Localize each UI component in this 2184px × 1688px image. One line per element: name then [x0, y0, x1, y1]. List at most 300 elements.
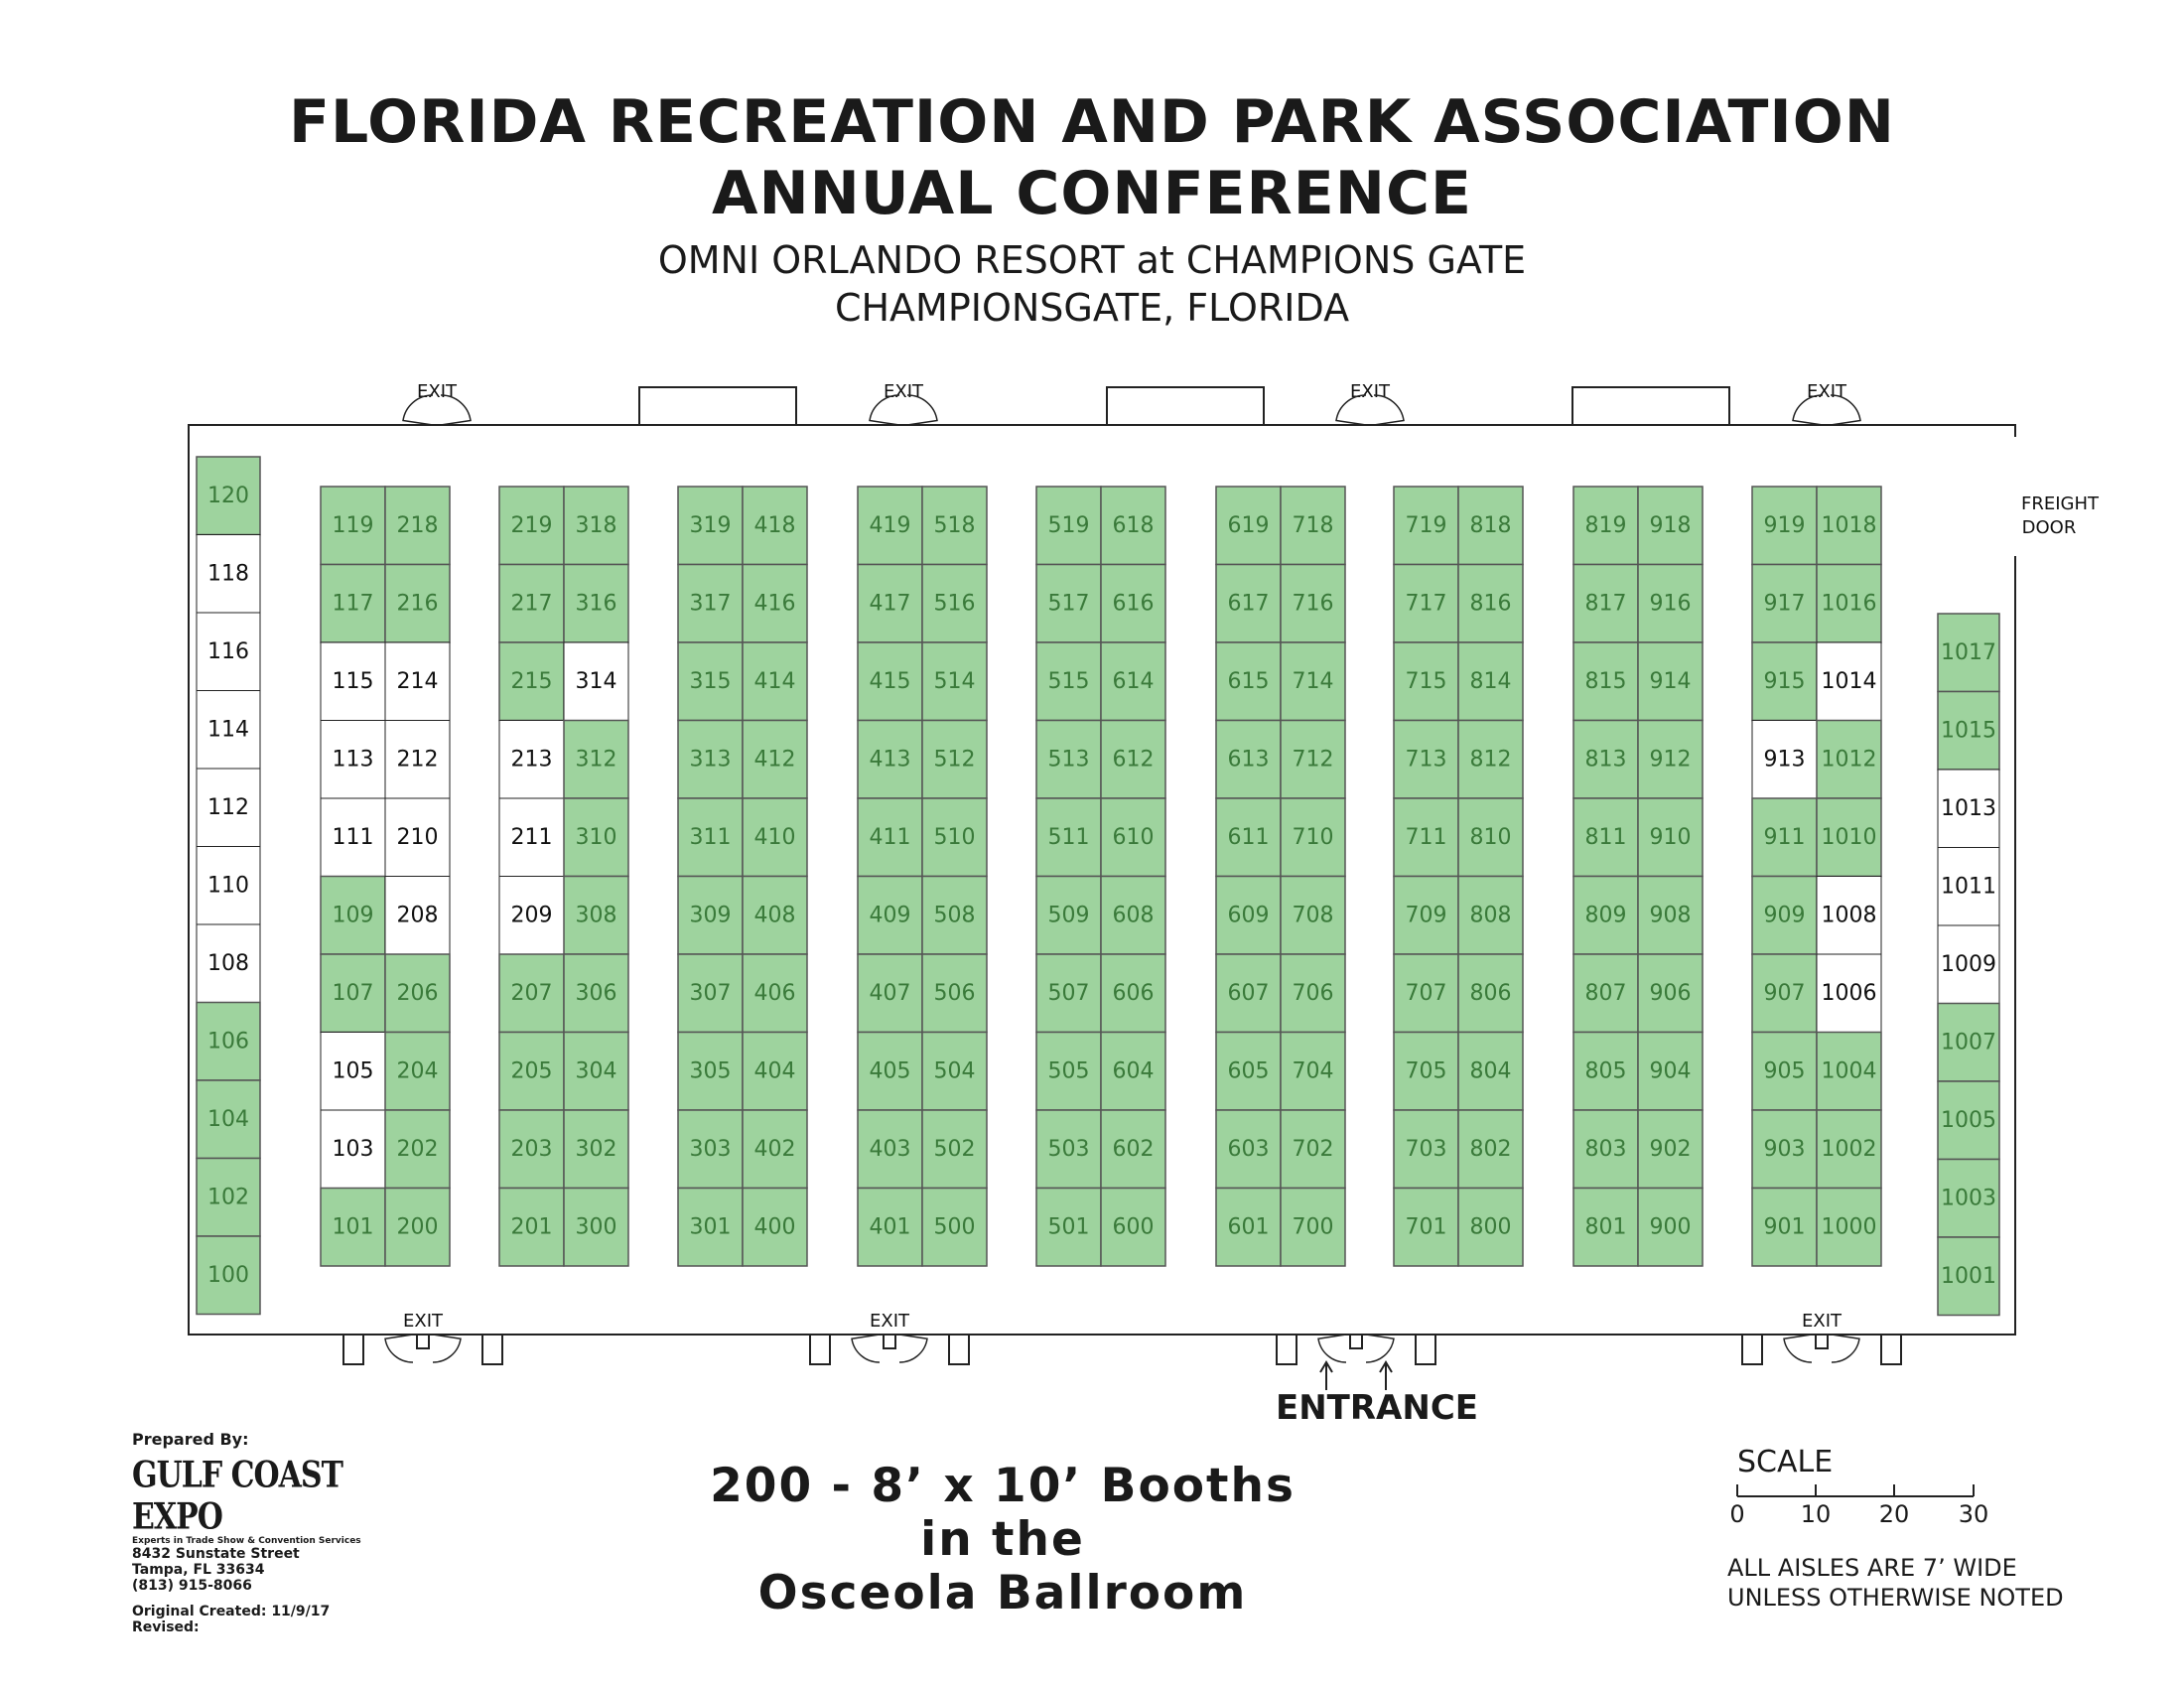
booth-311[interactable] [678, 798, 743, 877]
booth-number: 918 [1649, 512, 1692, 538]
booth-118[interactable] [197, 535, 260, 614]
booth-713[interactable] [1394, 721, 1458, 799]
booth-306[interactable] [564, 954, 628, 1033]
door-swing [385, 1335, 413, 1362]
booth-818[interactable] [1458, 487, 1523, 565]
booth-number: 211 [510, 824, 553, 850]
booth-107[interactable] [321, 954, 385, 1033]
booth-number: 703 [1405, 1136, 1447, 1162]
booth-number: 904 [1649, 1058, 1692, 1084]
booth-418[interactable] [743, 487, 807, 565]
booth-502[interactable] [922, 1110, 987, 1189]
booth-106[interactable] [197, 1003, 260, 1081]
booth-712[interactable] [1281, 721, 1345, 799]
booth-number: 401 [869, 1214, 911, 1240]
booth-706[interactable] [1281, 954, 1345, 1033]
booth-804[interactable] [1458, 1033, 1523, 1111]
booth-619[interactable] [1216, 487, 1281, 565]
booth-918[interactable] [1638, 487, 1703, 565]
booth-203[interactable] [499, 1110, 564, 1189]
booth-number: 1017 [1941, 639, 1996, 665]
booth-303[interactable] [678, 1110, 743, 1189]
booth-908[interactable] [1638, 877, 1703, 955]
booth-308[interactable] [564, 877, 628, 955]
door-jamb [1416, 1335, 1435, 1364]
booth-914[interactable] [1638, 642, 1703, 721]
booth-603[interactable] [1216, 1110, 1281, 1189]
booth-915[interactable] [1752, 642, 1817, 721]
booth-702[interactable] [1281, 1110, 1345, 1189]
booth-number: 414 [753, 668, 796, 694]
booth-number: 400 [753, 1214, 796, 1240]
booth-811[interactable] [1573, 798, 1638, 877]
scale-tick-30: 30 [1958, 1500, 1989, 1528]
booth-609[interactable] [1216, 877, 1281, 955]
booth-1000[interactable] [1817, 1189, 1881, 1267]
booth-411[interactable] [858, 798, 922, 877]
booth-215[interactable] [499, 642, 564, 721]
company-logo: GULF COAST EXPO [132, 1455, 342, 1538]
exit-top-1-label: EXIT [416, 381, 458, 402]
booth-1008[interactable] [1817, 877, 1881, 955]
booth-912[interactable] [1638, 721, 1703, 799]
booth-number: 812 [1469, 747, 1512, 773]
booth-616[interactable] [1101, 565, 1165, 643]
booth-1001[interactable] [1938, 1237, 1999, 1316]
booth-617[interactable] [1216, 565, 1281, 643]
booth-number: 514 [933, 668, 976, 694]
booth-number: 118 [207, 561, 249, 587]
booth-309[interactable] [678, 877, 743, 955]
booth-611[interactable] [1216, 798, 1281, 877]
booth-700[interactable] [1281, 1189, 1345, 1267]
booth-207[interactable] [499, 954, 564, 1033]
booth-304[interactable] [564, 1033, 628, 1111]
booth-number: 1005 [1941, 1107, 1996, 1133]
booth-319[interactable] [678, 487, 743, 565]
booth-608[interactable] [1101, 877, 1165, 955]
booth-601[interactable] [1216, 1189, 1281, 1267]
booth-809[interactable] [1573, 877, 1638, 955]
booth-216[interactable] [385, 565, 450, 643]
booth-816[interactable] [1458, 565, 1523, 643]
booth-703[interactable] [1394, 1110, 1458, 1189]
booth-number: 411 [869, 824, 911, 850]
booth-1009[interactable] [1938, 925, 1999, 1004]
booth-716[interactable] [1281, 565, 1345, 643]
booth-number: 500 [933, 1214, 976, 1240]
booth-1003[interactable] [1938, 1160, 1999, 1238]
booth-number: 701 [1405, 1214, 1447, 1240]
booth-number: 708 [1292, 903, 1334, 928]
booth-202[interactable] [385, 1110, 450, 1189]
booth-613[interactable] [1216, 721, 1281, 799]
booth-911[interactable] [1752, 798, 1817, 877]
booth-211[interactable] [499, 798, 564, 877]
booth-number: 615 [1227, 668, 1270, 694]
exit-bottom-1-label: EXIT [402, 1311, 444, 1332]
booth-number: 501 [1047, 1214, 1090, 1240]
booth-number: 715 [1405, 668, 1447, 694]
booth-1016[interactable] [1817, 565, 1881, 643]
booth-number: 300 [575, 1214, 617, 1240]
booth-719[interactable] [1394, 487, 1458, 565]
booth-316[interactable] [564, 565, 628, 643]
booth-801[interactable] [1573, 1189, 1638, 1267]
booth-909[interactable] [1752, 877, 1817, 955]
booth-number: 304 [575, 1058, 617, 1084]
booth-402[interactable] [743, 1110, 807, 1189]
booth-412[interactable] [743, 721, 807, 799]
booth-902[interactable] [1638, 1110, 1703, 1189]
booth-number: 712 [1292, 747, 1334, 773]
booth-503[interactable] [1036, 1110, 1101, 1189]
booth-513[interactable] [1036, 721, 1101, 799]
booth-114[interactable] [197, 691, 260, 770]
booth-802[interactable] [1458, 1110, 1523, 1189]
booth-210[interactable] [385, 798, 450, 877]
booth-115[interactable] [321, 642, 385, 721]
booth-1017[interactable] [1938, 614, 1999, 692]
booth-number: 613 [1227, 747, 1270, 773]
booth-318[interactable] [564, 487, 628, 565]
booth-710[interactable] [1281, 798, 1345, 877]
booth-406[interactable] [743, 954, 807, 1033]
booth-110[interactable] [197, 847, 260, 925]
booth-number: 115 [332, 668, 374, 694]
booth-504[interactable] [922, 1033, 987, 1111]
booth-number: 917 [1763, 591, 1806, 617]
booth-112[interactable] [197, 769, 260, 847]
booth-307[interactable] [678, 954, 743, 1033]
booth-number: 806 [1469, 980, 1512, 1006]
booth-number: 607 [1227, 980, 1270, 1006]
booth-414[interactable] [743, 642, 807, 721]
booth-618[interactable] [1101, 487, 1165, 565]
booth-501[interactable] [1036, 1189, 1101, 1267]
booth-number: 911 [1763, 824, 1806, 850]
booth-419[interactable] [858, 487, 922, 565]
booth-number: 1001 [1941, 1263, 1996, 1289]
booth-number: 116 [207, 638, 249, 664]
booth-607[interactable] [1216, 954, 1281, 1033]
booth-515[interactable] [1036, 642, 1101, 721]
booth-605[interactable] [1216, 1033, 1281, 1111]
prepared-by-block [132, 1430, 430, 1635]
booth-number: 804 [1469, 1058, 1512, 1084]
booth-number: 216 [396, 591, 439, 617]
booth-415[interactable] [858, 642, 922, 721]
booth-105[interactable] [321, 1033, 385, 1111]
booth-number: 301 [689, 1214, 732, 1240]
booth-number: 808 [1469, 903, 1512, 928]
booth-417[interactable] [858, 565, 922, 643]
booth-813[interactable] [1573, 721, 1638, 799]
booth-300[interactable] [564, 1189, 628, 1267]
booth-number: 907 [1763, 980, 1806, 1006]
booth-number: 210 [396, 824, 439, 850]
booth-208[interactable] [385, 877, 450, 955]
booth-number: 311 [689, 824, 732, 850]
freight-door-label-2: DOOR [2021, 517, 2077, 538]
booth-807[interactable] [1573, 954, 1638, 1033]
booth-614[interactable] [1101, 642, 1165, 721]
booth-917[interactable] [1752, 565, 1817, 643]
booth-405[interactable] [858, 1033, 922, 1111]
booth-404[interactable] [743, 1033, 807, 1111]
booth-819[interactable] [1573, 487, 1638, 565]
booth-910[interactable] [1638, 798, 1703, 877]
booth-711[interactable] [1394, 798, 1458, 877]
booth-805[interactable] [1573, 1033, 1638, 1111]
booth-number: 818 [1469, 512, 1512, 538]
booth-200[interactable] [385, 1189, 450, 1267]
booth-409[interactable] [858, 877, 922, 955]
booth-707[interactable] [1394, 954, 1458, 1033]
booth-514[interactable] [922, 642, 987, 721]
booth-number: 218 [396, 512, 439, 538]
booth-1010[interactable] [1817, 798, 1881, 877]
booth-903[interactable] [1752, 1110, 1817, 1189]
booth-109[interactable] [321, 877, 385, 955]
booth-number: 1014 [1821, 668, 1877, 694]
booth-number: 104 [207, 1106, 249, 1132]
booth-number: 409 [869, 903, 911, 928]
booth-number: 815 [1584, 668, 1627, 694]
booth-number: 1004 [1821, 1058, 1877, 1084]
booth-900[interactable] [1638, 1189, 1703, 1267]
booth-717[interactable] [1394, 565, 1458, 643]
booth-517[interactable] [1036, 565, 1101, 643]
booth-number: 303 [689, 1136, 732, 1162]
booth-301[interactable] [678, 1189, 743, 1267]
booth-516[interactable] [922, 565, 987, 643]
booth-1015[interactable] [1938, 692, 1999, 771]
booth-906[interactable] [1638, 954, 1703, 1033]
booth-number: 1016 [1821, 591, 1877, 617]
door-jamb [1742, 1335, 1762, 1364]
booth-511[interactable] [1036, 798, 1101, 877]
booth-317[interactable] [678, 565, 743, 643]
booth-number: 912 [1649, 747, 1692, 773]
booth-718[interactable] [1281, 487, 1345, 565]
wall-recess-1 [639, 387, 796, 425]
booth-506[interactable] [922, 954, 987, 1033]
scale-tick-20: 20 [1878, 1500, 1910, 1528]
booth-401[interactable] [858, 1189, 922, 1267]
booth-803[interactable] [1573, 1110, 1638, 1189]
booth-206[interactable] [385, 954, 450, 1033]
booth-1011[interactable] [1938, 848, 1999, 926]
booth-610[interactable] [1101, 798, 1165, 877]
booth-1002[interactable] [1817, 1110, 1881, 1189]
booth-number: 505 [1047, 1058, 1090, 1084]
booth-number: 906 [1649, 980, 1692, 1006]
booth-312[interactable] [564, 721, 628, 799]
created-date: Original Created: 11/9/17 [132, 1604, 331, 1619]
booth-number: 404 [753, 1058, 796, 1084]
booth-201[interactable] [499, 1189, 564, 1267]
booth-number: 801 [1584, 1214, 1627, 1240]
booth-number: 510 [933, 824, 976, 850]
booth-905[interactable] [1752, 1033, 1817, 1111]
booth-814[interactable] [1458, 642, 1523, 721]
booth-812[interactable] [1458, 721, 1523, 799]
booth-510[interactable] [922, 798, 987, 877]
booth-number: 600 [1112, 1214, 1155, 1240]
booth-507[interactable] [1036, 954, 1101, 1033]
booth-708[interactable] [1281, 877, 1345, 955]
booth-102[interactable] [197, 1159, 260, 1237]
booth-602[interactable] [1101, 1110, 1165, 1189]
scale-tick-0: 0 [1729, 1500, 1745, 1528]
booth-413[interactable] [858, 721, 922, 799]
booth-205[interactable] [499, 1033, 564, 1111]
booth-1018[interactable] [1817, 487, 1881, 565]
booth-number: 502 [933, 1136, 976, 1162]
booth-103[interactable] [321, 1110, 385, 1189]
booth-number: 902 [1649, 1136, 1692, 1162]
booth-1014[interactable] [1817, 642, 1881, 721]
booth-number: 709 [1405, 903, 1447, 928]
booth-113[interactable] [321, 721, 385, 799]
door-jamb [343, 1335, 363, 1364]
booth-709[interactable] [1394, 877, 1458, 955]
booth-904[interactable] [1638, 1033, 1703, 1111]
booth-519[interactable] [1036, 487, 1101, 565]
booth-204[interactable] [385, 1033, 450, 1111]
booth-715[interactable] [1394, 642, 1458, 721]
booth-410[interactable] [743, 798, 807, 877]
booth-604[interactable] [1101, 1033, 1165, 1111]
booth-218[interactable] [385, 487, 450, 565]
booth-number: 207 [510, 980, 553, 1006]
booth-101[interactable] [321, 1189, 385, 1267]
booth-800[interactable] [1458, 1189, 1523, 1267]
booth-number: 309 [689, 903, 732, 928]
booth-number: 1010 [1821, 824, 1877, 850]
booth-1013[interactable] [1938, 770, 1999, 848]
booth-number: 312 [575, 747, 617, 773]
booth-615[interactable] [1216, 642, 1281, 721]
booth-1006[interactable] [1817, 954, 1881, 1033]
booth-number: 407 [869, 980, 911, 1006]
booth-315[interactable] [678, 642, 743, 721]
booth-1007[interactable] [1938, 1004, 1999, 1082]
booth-212[interactable] [385, 721, 450, 799]
booth-number: 602 [1112, 1136, 1155, 1162]
booth-217[interactable] [499, 565, 564, 643]
scale-title: SCALE [1737, 1445, 1834, 1479]
booth-100[interactable] [197, 1236, 260, 1315]
booth-119[interactable] [321, 487, 385, 565]
booth-505[interactable] [1036, 1033, 1101, 1111]
booth-number: 811 [1584, 824, 1627, 850]
booth-116[interactable] [197, 613, 260, 691]
booth-1005[interactable] [1938, 1081, 1999, 1160]
booth-104[interactable] [197, 1080, 260, 1159]
booth-209[interactable] [499, 877, 564, 955]
booth-310[interactable] [564, 798, 628, 877]
title-line-2: ANNUAL CONFERENCE [712, 159, 1472, 228]
booth-number: 306 [575, 980, 617, 1006]
booth-214[interactable] [385, 642, 450, 721]
booth-810[interactable] [1458, 798, 1523, 877]
booth-213[interactable] [499, 721, 564, 799]
booth-508[interactable] [922, 877, 987, 955]
booth-number: 810 [1469, 824, 1512, 850]
door-jamb [1277, 1335, 1297, 1364]
booth-number: 111 [332, 824, 374, 850]
booth-400[interactable] [743, 1189, 807, 1267]
booth-705[interactable] [1394, 1033, 1458, 1111]
booth-403[interactable] [858, 1110, 922, 1189]
booth-919[interactable] [1752, 487, 1817, 565]
booth-305[interactable] [678, 1033, 743, 1111]
booth-817[interactable] [1573, 565, 1638, 643]
booth-407[interactable] [858, 954, 922, 1033]
booth-808[interactable] [1458, 877, 1523, 955]
booth-number: 504 [933, 1058, 976, 1084]
booth-number: 318 [575, 512, 617, 538]
booth-512[interactable] [922, 721, 987, 799]
booth-number: 413 [869, 747, 911, 773]
booth-number: 807 [1584, 980, 1627, 1006]
booth-108[interactable] [197, 924, 260, 1003]
booth-number: 201 [510, 1214, 553, 1240]
booth-500[interactable] [922, 1189, 987, 1267]
booth-number: 511 [1047, 824, 1090, 850]
booth-806[interactable] [1458, 954, 1523, 1033]
booth-416[interactable] [743, 565, 807, 643]
booth-714[interactable] [1281, 642, 1345, 721]
booth-number: 402 [753, 1136, 796, 1162]
booth-313[interactable] [678, 721, 743, 799]
booth-number: 106 [207, 1029, 249, 1055]
booth-913[interactable] [1752, 721, 1817, 799]
booth-number: 214 [396, 668, 439, 694]
booth-704[interactable] [1281, 1033, 1345, 1111]
booth-916[interactable] [1638, 565, 1703, 643]
booth-grid [197, 457, 1999, 1316]
booth-606[interactable] [1101, 954, 1165, 1033]
booth-number: 802 [1469, 1136, 1512, 1162]
booth-509[interactable] [1036, 877, 1101, 955]
booth-number: 905 [1763, 1058, 1806, 1084]
booth-314[interactable] [564, 642, 628, 721]
booth-number: 314 [575, 668, 617, 694]
booth-901[interactable] [1752, 1189, 1817, 1267]
booth-600[interactable] [1101, 1189, 1165, 1267]
booth-907[interactable] [1752, 954, 1817, 1033]
booth-number: 713 [1405, 747, 1447, 773]
booth-117[interactable] [321, 565, 385, 643]
booth-1004[interactable] [1817, 1033, 1881, 1111]
booth-number: 319 [689, 512, 732, 538]
booth-408[interactable] [743, 877, 807, 955]
booth-612[interactable] [1101, 721, 1165, 799]
booth-219[interactable] [499, 487, 564, 565]
booth-815[interactable] [1573, 642, 1638, 721]
booth-number: 903 [1763, 1136, 1806, 1162]
booth-number: 913 [1763, 747, 1806, 773]
booth-518[interactable] [922, 487, 987, 565]
booth-701[interactable] [1394, 1189, 1458, 1267]
booth-111[interactable] [321, 798, 385, 877]
booth-302[interactable] [564, 1110, 628, 1189]
booth-120[interactable] [197, 457, 260, 535]
booth-1012[interactable] [1817, 721, 1881, 799]
